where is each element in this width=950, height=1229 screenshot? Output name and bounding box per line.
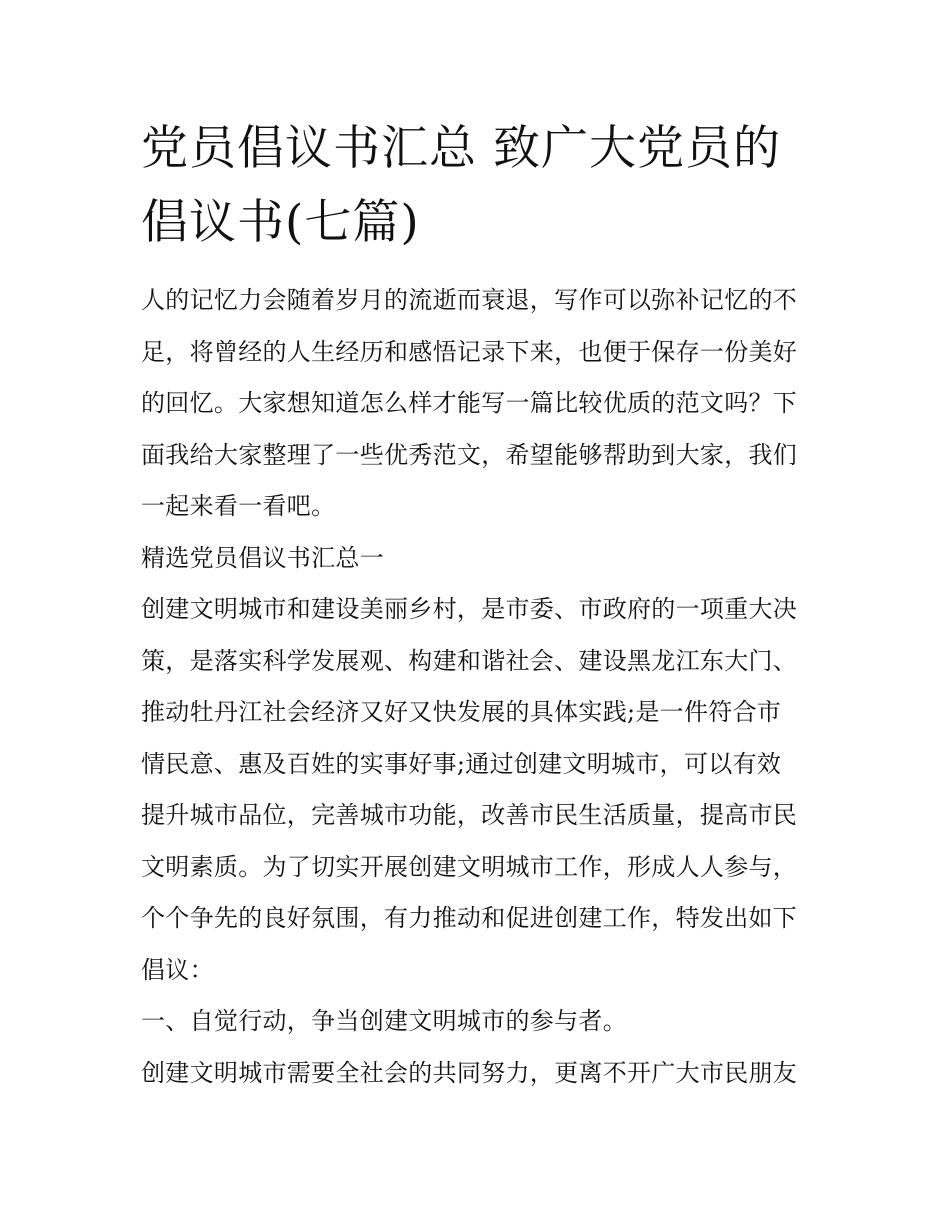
body-line: 的回忆。大家想知道怎么样才能写一篇比较优质的范文吗？下 xyxy=(141,389,798,417)
document-title xyxy=(141,112,821,260)
body-line: 足，将曾经的人生经历和感悟记录下来，也便于保存一份美好 xyxy=(141,337,798,366)
body-line: 文明素质。为了切实开展创建文明城市工作，形成人人参与， xyxy=(141,852,798,881)
body-line: 创建文明城市需要全社会的共同努力，更离不开广大市民朋友 xyxy=(141,1058,798,1087)
document-page xyxy=(141,112,821,1099)
document-body xyxy=(141,275,821,1099)
body-line: 情民意、惠及百姓的实事好事;通过创建文明城市，可以有效 xyxy=(141,749,782,778)
body-line: 推动牡丹江社会经济又好又快发展的具体实践;是一件符合市 xyxy=(141,698,782,726)
body-line: 一起来看一看吧。 xyxy=(141,492,336,520)
section-heading: 精选党员倡议书汇总一 xyxy=(141,543,384,572)
subheading: 一、自觉行动，争当创建文明城市的参与者。 xyxy=(141,1007,627,1035)
body-line: 提升城市品位，完善城市功能，改善市民生活质量，提高市民 xyxy=(141,801,798,829)
body-line: 创建文明城市和建设美丽乡村，是市委、市政府的一项重大决 xyxy=(141,595,798,623)
body-line: 个个争先的良好氛围，有力推动和促进创建工作，特发出如下 xyxy=(141,904,798,932)
body-line: 策，是落实科学发展观、构建和谐社会、建设黑龙江东大门、 xyxy=(141,646,798,675)
body-line: 面我给大家整理了一些优秀范文，希望能够帮助到大家，我们 xyxy=(141,440,798,469)
body-line: 人的记忆力会随着岁月的流逝而衰退，写作可以弥补记忆的不 xyxy=(141,286,798,314)
body-line: 倡议： xyxy=(141,955,214,984)
title-line: 倡议书(七篇) xyxy=(141,195,420,250)
title-line: 党员倡议书汇总 致广大党员的 xyxy=(141,121,781,176)
